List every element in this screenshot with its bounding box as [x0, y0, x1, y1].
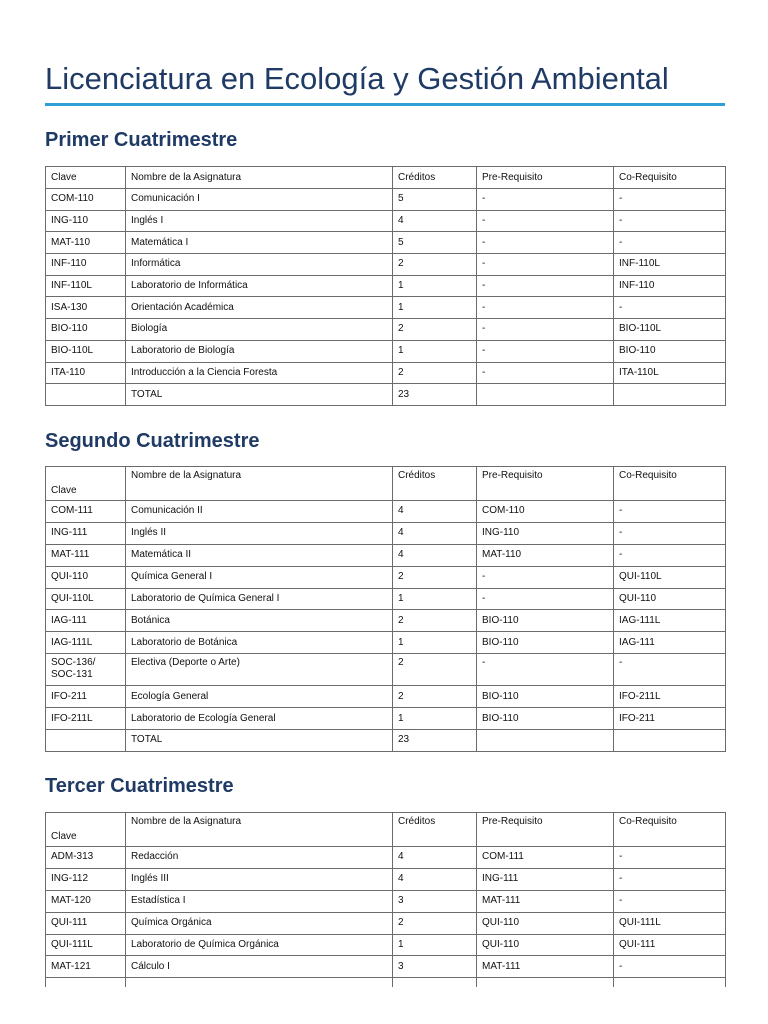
column-header: Nombre de la Asignatura — [126, 167, 393, 189]
corequisito-cell: IAG-111 — [614, 632, 726, 654]
column-header: Clave — [46, 167, 126, 189]
prerequisito-cell: MAT-110 — [477, 544, 614, 566]
corequisito-cell: QUI-111 — [614, 934, 726, 956]
corequisito-cell: QUI-110 — [614, 588, 726, 610]
creditos-cell: 4 — [393, 522, 477, 544]
prerequisito-cell: - — [477, 189, 614, 211]
clave-cell: ITA-110 — [46, 362, 126, 384]
asignatura-cell: Inglés I — [126, 210, 393, 232]
clave-cell: MAT-111 — [46, 544, 126, 566]
clave-cell: MAT-110 — [46, 232, 126, 254]
corequisito-cell: - — [614, 654, 726, 686]
section-heading-segundo: Segundo Cuatrimestre — [45, 430, 260, 452]
prerequisito-cell: ING-110 — [477, 522, 614, 544]
column-header: Co-Requisito — [614, 813, 726, 847]
asignatura-cell: Biología — [126, 319, 393, 341]
corequisito-cell: - — [614, 544, 726, 566]
column-header: Pre-Requisito — [477, 167, 614, 189]
clave-cell: IFO-211 — [46, 686, 126, 708]
clave-cell: MAT-121 — [46, 956, 126, 978]
clave-cell: ADM-313 — [46, 847, 126, 869]
section-heading-primer: Primer Cuatrimestre — [45, 129, 238, 151]
clave-cell: ING-110 — [46, 210, 126, 232]
corequisito-cell: INF-110 — [614, 275, 726, 297]
column-header: Pre-Requisito — [477, 813, 614, 847]
corequisito-cell: - — [614, 297, 726, 319]
asignatura-cell: Laboratorio de Botánica — [126, 632, 393, 654]
corequisito-cell: - — [614, 232, 726, 254]
creditos-cell: 2 — [393, 319, 477, 341]
corequisito-cell: ITA-110L — [614, 362, 726, 384]
asignatura-cell: Laboratorio de Biología — [126, 340, 393, 362]
prerequisito-cell: - — [477, 275, 614, 297]
column-header: Nombre de la Asignatura — [126, 467, 393, 501]
asignatura-cell: Inglés II — [126, 522, 393, 544]
creditos-cell: 1 — [393, 588, 477, 610]
asignatura-cell: Comunicación I — [126, 189, 393, 211]
clave-cell: COM-110 — [46, 189, 126, 211]
column-header: Clave — [46, 467, 126, 501]
creditos-cell: 5 — [393, 232, 477, 254]
asignatura-cell: Ecología General — [126, 686, 393, 708]
corequisito-cell: QUI-111L — [614, 912, 726, 934]
creditos-cell: 4 — [393, 501, 477, 523]
clave-cell: BIO-110 — [46, 319, 126, 341]
creditos-cell: 5 — [393, 189, 477, 211]
prerequisito-cell: - — [477, 362, 614, 384]
prerequisito-cell: QUI-110 — [477, 934, 614, 956]
clave-cell: IAG-111L — [46, 632, 126, 654]
prerequisito-cell: QUI-110 — [477, 912, 614, 934]
asignatura-cell: Orientación Académica — [126, 297, 393, 319]
corequisito-cell: BIO-110L — [614, 319, 726, 341]
clave-cell: QUI-110L — [46, 588, 126, 610]
corequisito-cell: - — [614, 956, 726, 978]
creditos-cell: 4 — [393, 544, 477, 566]
corequisito-cell: - — [614, 868, 726, 890]
prerequisito-cell: - — [477, 232, 614, 254]
column-header: Créditos — [393, 813, 477, 847]
clave-cell: ISA-130 — [46, 297, 126, 319]
creditos-cell: 4 — [393, 847, 477, 869]
corequisito-cell: - — [614, 890, 726, 912]
clave-cell: COM-111 — [46, 501, 126, 523]
prerequisito-cell: COM-111 — [477, 847, 614, 869]
clave-cell: MAT-120 — [46, 890, 126, 912]
creditos-cell: 1 — [393, 297, 477, 319]
column-header: Co-Requisito — [614, 467, 726, 501]
table-row — [46, 912, 726, 934]
clave-cell: ING-112 — [46, 868, 126, 890]
asignatura-cell: Laboratorio de Informática — [126, 275, 393, 297]
asignatura-cell: Laboratorio de Ecología General — [126, 708, 393, 730]
prerequisito-cell: BIO-110 — [477, 686, 614, 708]
asignatura-cell: Botánica — [126, 610, 393, 632]
corequisito-cell: IAG-111L — [614, 610, 726, 632]
column-header: Clave — [46, 813, 126, 847]
asignatura-cell: Matemática I — [126, 232, 393, 254]
creditos-cell: 4 — [393, 868, 477, 890]
prerequisito-cell: MAT-111 — [477, 956, 614, 978]
prerequisito-cell — [477, 978, 614, 987]
table-row — [46, 890, 726, 912]
prerequisito-cell: - — [477, 210, 614, 232]
clave-cell: ING-111 — [46, 522, 126, 544]
prerequisito-cell: - — [477, 566, 614, 588]
prerequisito-cell: - — [477, 654, 614, 686]
column-header: Créditos — [393, 167, 477, 189]
section-heading-tercer: Tercer Cuatrimestre — [45, 775, 234, 797]
column-header: Créditos — [393, 467, 477, 501]
corequisito-cell: IFO-211L — [614, 686, 726, 708]
clave-cell: QUI-111L — [46, 934, 126, 956]
asignatura-cell: Laboratorio de Química Orgánica — [126, 934, 393, 956]
asignatura-cell: Química Orgánica — [126, 912, 393, 934]
asignatura-cell: Redacción — [126, 847, 393, 869]
asignatura-cell: Electiva (Deporte o Arte) — [126, 654, 393, 686]
prerequisito-cell: - — [477, 319, 614, 341]
asignatura-cell: Cálculo I — [126, 956, 393, 978]
corequisito-cell: QUI-110L — [614, 566, 726, 588]
asignatura-cell: Laboratorio de Química General I — [126, 588, 393, 610]
corequisito-cell: INF-110L — [614, 254, 726, 276]
creditos-cell: 2 — [393, 362, 477, 384]
creditos-cell: 23 — [393, 730, 477, 752]
table-row — [46, 956, 726, 978]
table-row — [46, 847, 726, 869]
prerequisito-cell: BIO-110 — [477, 610, 614, 632]
clave-cell: IAG-111 — [46, 610, 126, 632]
page-title: Licenciatura en Ecología y Gestión Ambiental — [45, 61, 669, 96]
creditos-cell: 1 — [393, 632, 477, 654]
creditos-cell: 3 — [393, 890, 477, 912]
column-header: Nombre de la Asignatura — [126, 813, 393, 847]
asignatura-cell: Inglés III — [126, 868, 393, 890]
creditos-cell: 3 — [393, 956, 477, 978]
prerequisito-cell: - — [477, 340, 614, 362]
clave-cell: BIO-110L — [46, 340, 126, 362]
clave-cell — [46, 978, 126, 987]
creditos-cell: 4 — [393, 210, 477, 232]
curriculum-table-tercer — [45, 812, 726, 987]
clave-cell: QUI-111 — [46, 912, 126, 934]
creditos-cell — [393, 978, 477, 987]
column-header: Co-Requisito — [614, 167, 726, 189]
creditos-cell: 1 — [393, 340, 477, 362]
prerequisito-cell: - — [477, 297, 614, 319]
table-header-row — [46, 813, 726, 847]
corequisito-cell — [614, 978, 726, 987]
creditos-cell: 23 — [393, 384, 477, 406]
asignatura-cell: TOTAL — [126, 730, 393, 752]
prerequisito-cell: - — [477, 254, 614, 276]
clave-cell: INF-110L — [46, 275, 126, 297]
clave-cell: INF-110 — [46, 254, 126, 276]
corequisito-cell: - — [614, 522, 726, 544]
asignatura-cell: Estadística I — [126, 890, 393, 912]
prerequisito-cell: BIO-110 — [477, 632, 614, 654]
prerequisito-cell: ING-111 — [477, 868, 614, 890]
asignatura-cell: Matemática II — [126, 544, 393, 566]
table-row — [46, 868, 726, 890]
corequisito-cell: BIO-110 — [614, 340, 726, 362]
clave-cell: SOC-136/ SOC-131 — [46, 654, 126, 686]
prerequisito-cell: MAT-111 — [477, 890, 614, 912]
creditos-cell: 2 — [393, 254, 477, 276]
clave-cell: QUI-110 — [46, 566, 126, 588]
corequisito-cell: - — [614, 501, 726, 523]
creditos-cell: 1 — [393, 934, 477, 956]
table-row — [46, 934, 726, 956]
creditos-cell: 2 — [393, 566, 477, 588]
asignatura-cell: Informática — [126, 254, 393, 276]
asignatura-cell: Introducción a la Ciencia Foresta — [126, 362, 393, 384]
creditos-cell: 1 — [393, 708, 477, 730]
prerequisito-cell: BIO-110 — [477, 708, 614, 730]
creditos-cell: 2 — [393, 654, 477, 686]
creditos-cell: 2 — [393, 610, 477, 632]
asignatura-cell: TOTAL — [126, 384, 393, 406]
corequisito-cell: - — [614, 189, 726, 211]
prerequisito-cell: - — [477, 588, 614, 610]
column-header: Pre-Requisito — [477, 467, 614, 501]
creditos-cell: 1 — [393, 275, 477, 297]
clave-cell: IFO-211L — [46, 708, 126, 730]
creditos-cell: 2 — [393, 912, 477, 934]
asignatura-cell — [126, 978, 393, 987]
corequisito-cell: - — [614, 210, 726, 232]
asignatura-cell: Química General I — [126, 566, 393, 588]
prerequisito-cell: COM-110 — [477, 501, 614, 523]
creditos-cell: 2 — [393, 686, 477, 708]
corequisito-cell: IFO-211 — [614, 708, 726, 730]
corequisito-cell: - — [614, 847, 726, 869]
table-row — [46, 978, 726, 987]
asignatura-cell: Comunicación II — [126, 501, 393, 523]
